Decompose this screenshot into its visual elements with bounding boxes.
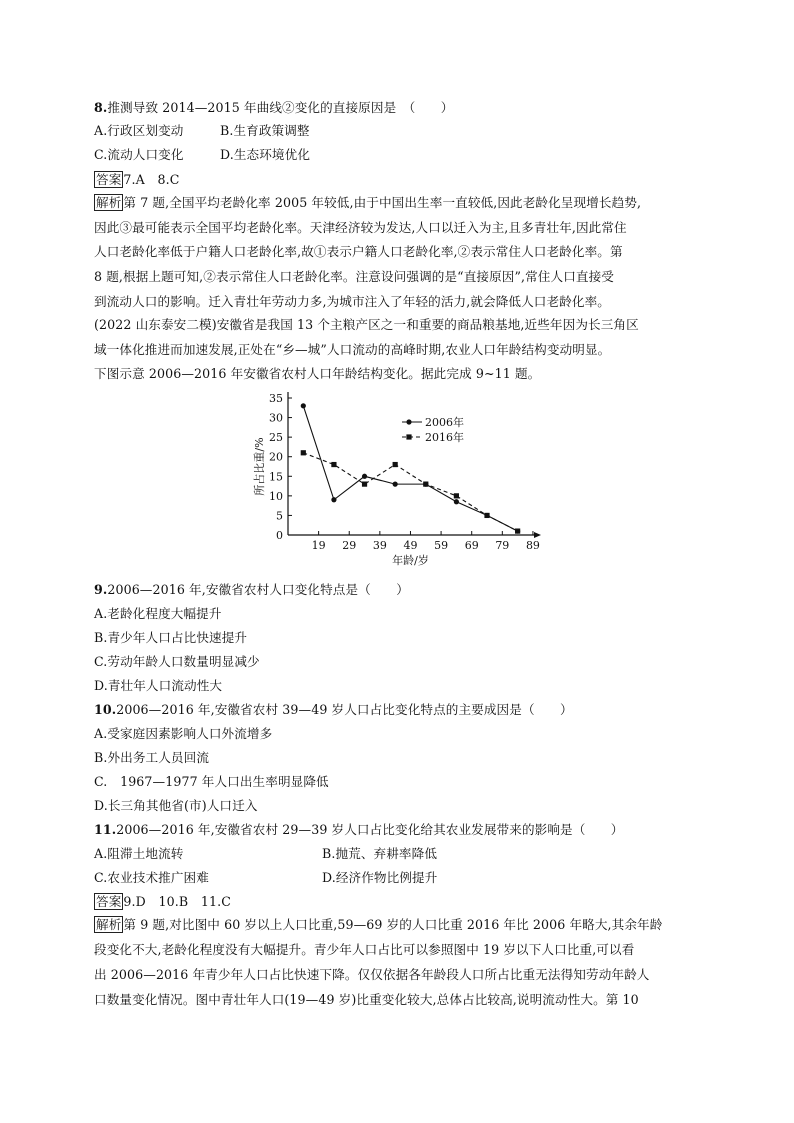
data-point bbox=[515, 528, 520, 533]
y-tick-label: 10 bbox=[269, 489, 283, 503]
x-axis-ticks bbox=[312, 531, 540, 552]
x-tick-label: 29 bbox=[342, 539, 357, 552]
x-tick-label: 49 bbox=[403, 539, 418, 552]
series-line-2006年 bbox=[303, 406, 517, 531]
explanation-line: 出 2006—2016 年青少年人口占比快速下降。仅仅依据各年龄段人口所占比重无法得知劳动年龄人 bbox=[94, 967, 650, 982]
question-number: 10. bbox=[94, 702, 117, 717]
option-d: D.青壮年人口流动性大 bbox=[94, 678, 223, 693]
option-c: C.农业技术推广困难 bbox=[94, 870, 209, 885]
question-11-options-row1 bbox=[94, 845, 710, 863]
legend-label: 2016年 bbox=[425, 431, 464, 444]
question-number: 9. bbox=[94, 582, 108, 597]
option-b: B.生育政策调整 bbox=[220, 123, 310, 138]
data-point bbox=[393, 482, 398, 487]
y-tick-label: 20 bbox=[269, 450, 283, 464]
option-c: C. 1967—1977 年人口出生率明显降低 bbox=[94, 774, 329, 789]
option-d: D.长三角其他省(市)人口迁入 bbox=[94, 798, 258, 813]
explanation-line: 段变化不大,老龄化程度没有大幅提升。青少年人口占比可以参照图中 19 岁以下人口比重,可以看 bbox=[94, 942, 635, 957]
option-c: C.流动人口变化 bbox=[94, 147, 184, 162]
option-b: B.青少年人口占比快速提升 bbox=[94, 630, 248, 645]
question-number: 11. bbox=[94, 822, 117, 837]
age-structure-chart bbox=[250, 388, 550, 568]
explanation-tag: 解析 bbox=[96, 195, 122, 210]
option-b: B.外出务工人员回流 bbox=[94, 750, 210, 765]
explanation-line: 因此③最可能表示全国平均老龄化率。天津经济较为发达,人口以迁入为主,且多青壮年,因此常住 bbox=[94, 220, 627, 235]
question-8-options-row2 bbox=[94, 146, 710, 164]
option-d: D.经济作物比例提升 bbox=[322, 870, 438, 885]
question-11-options-row2 bbox=[94, 869, 710, 887]
y-axis-label: 所占比重/% bbox=[253, 437, 266, 496]
answer-text: 7.A 8.C bbox=[123, 172, 180, 187]
answer-text: 9.D 10.B 11.C bbox=[123, 894, 231, 909]
x-tick-label: 79 bbox=[495, 539, 510, 552]
explanation-line: 口数量变化情况。图中青壮年人口(19—49 岁)比重变化较大,总体占比较高,说明流动性大。第 10 bbox=[94, 992, 639, 1007]
material-intro-line: (2022 山东泰安二模)安徽省是我国 13 个主粮产区之一和重要的商品粮基地,近些年因为长三角区 bbox=[94, 317, 639, 332]
option-a: A.行政区划变动 bbox=[94, 123, 184, 138]
x-tick-label: 89 bbox=[525, 539, 540, 552]
data-point bbox=[484, 513, 489, 518]
question-8-options-row1 bbox=[94, 122, 710, 140]
answer-tag: 答案 bbox=[96, 172, 122, 187]
option-a: A.阻滞土地流转 bbox=[94, 846, 184, 861]
question-9-stem: 9.2006—2016 年,安徽省农村人口变化特点是（ ） bbox=[94, 582, 409, 597]
question-number: 8. bbox=[94, 100, 108, 115]
y-tick-label: 30 bbox=[269, 411, 283, 425]
data-point bbox=[362, 482, 367, 487]
data-point bbox=[331, 497, 336, 502]
explanation-line: 8 题,根据上题可知,②表示常住人口老龄化率。注意设问强调的是“直接原因”,常住人口直接受 bbox=[94, 269, 614, 284]
option-a: A.受家庭因素影响人口外流增多 bbox=[94, 726, 273, 741]
explanation-line: 人口老龄化率低于户籍人口老龄化率,故①表示户籍人口老龄化率,②表示常住人口老龄化率。第 bbox=[94, 244, 623, 259]
legend-marker bbox=[406, 419, 411, 424]
option-b: B.抛荒、弃耕率降低 bbox=[322, 846, 438, 861]
explanation-line: 到流动人口的影响。迁入青壮年劳动力多,为城市注入了年轻的活力,就会降低人口老龄化率。 bbox=[94, 294, 610, 309]
data-point bbox=[362, 474, 367, 479]
option-a: A.老龄化程度大幅提升 bbox=[94, 606, 222, 621]
chart-axes bbox=[288, 392, 541, 538]
x-axis-label: 年龄/岁 bbox=[392, 554, 429, 567]
data-point bbox=[393, 462, 398, 467]
x-tick-label: 19 bbox=[311, 539, 326, 552]
data-point bbox=[454, 499, 459, 504]
legend-marker bbox=[406, 434, 411, 439]
data-point bbox=[331, 462, 336, 467]
answer-tag: 答案 bbox=[96, 894, 122, 909]
x-tick-label: 39 bbox=[372, 539, 387, 552]
explanation-line: 解析 第 9 题,对比图中 60 岁以上人口比重,59—69 岁的人口比重 2016 年比 2006 年略大,其余年龄 bbox=[96, 917, 663, 932]
option-d: D.生态环境优化 bbox=[220, 147, 311, 162]
data-point bbox=[423, 482, 428, 487]
answer-line bbox=[94, 893, 710, 911]
answer-line bbox=[94, 171, 710, 189]
material-intro-line: 域一体化推进而加速发展,正处在“乡—城”人口流动的高峰时期,农业人口年龄结构变动明显。 bbox=[94, 342, 611, 357]
question-8-stem: 8.推测导致 2014—2015 年曲线②变化的直接原因是 （ ） bbox=[94, 100, 454, 115]
legend-label: 2006年 bbox=[425, 416, 464, 429]
y-tick-label: 0 bbox=[276, 529, 283, 542]
explanation-tag: 解析 bbox=[96, 917, 122, 932]
chart-legend bbox=[402, 415, 464, 444]
material-intro-line: 下图示意 2006—2016 年安徽省农村人口年龄结构变化。据此完成 9~11 题。 bbox=[94, 366, 541, 381]
x-tick-label: 59 bbox=[434, 539, 449, 552]
y-tick-label: 5 bbox=[276, 509, 283, 523]
data-point bbox=[301, 450, 306, 455]
data-point bbox=[301, 403, 306, 408]
question-11-stem: 11.2006—2016 年,安徽省农村 29—39 岁人口占比变化给其农业发展带来的影响是（ ） bbox=[94, 822, 624, 837]
option-c: C.劳动年龄人口数量明显减少 bbox=[94, 654, 260, 669]
explanation-line: 解析 第 7 题,全国平均老龄化率 2005 年较低,由于中国出生率一直较低,因此老龄化呈现增长趋势, bbox=[96, 195, 642, 210]
x-axis-arrow bbox=[534, 532, 541, 538]
y-tick-label: 25 bbox=[269, 431, 283, 445]
y-tick-label: 35 bbox=[269, 392, 283, 405]
data-point bbox=[454, 493, 459, 498]
y-tick-label: 15 bbox=[269, 470, 283, 484]
question-10-stem: 10.2006—2016 年,安徽省农村 39—49 岁人口占比变化特点的主要成因是（ ） bbox=[94, 702, 573, 717]
x-tick-label: 69 bbox=[464, 539, 479, 552]
